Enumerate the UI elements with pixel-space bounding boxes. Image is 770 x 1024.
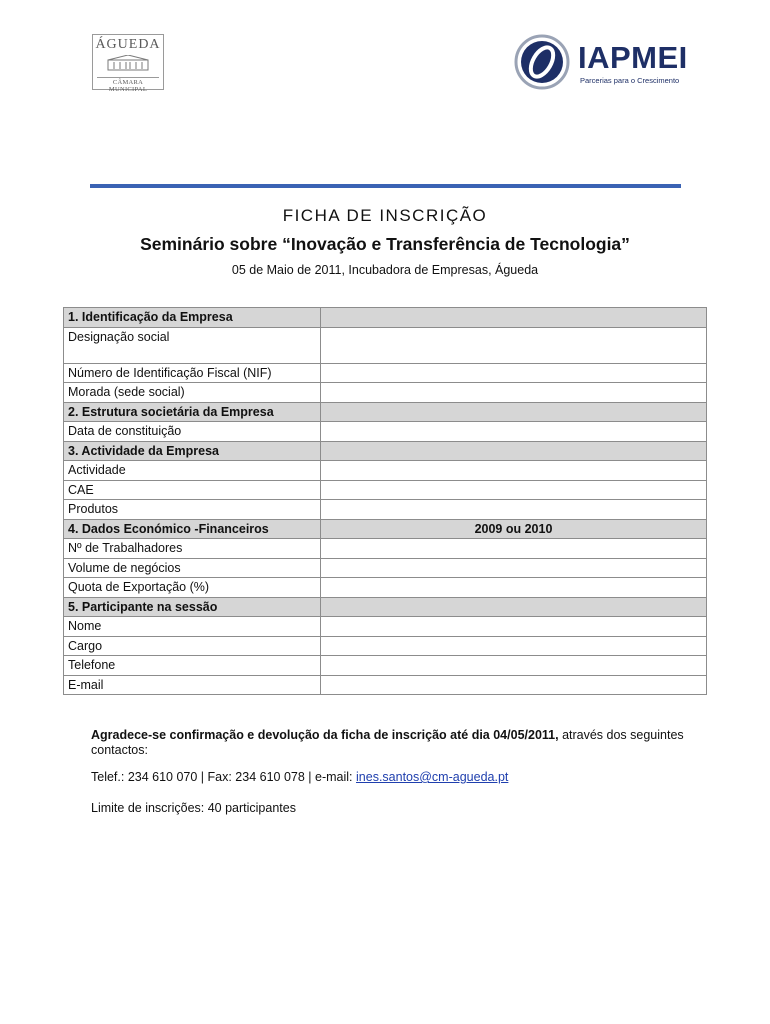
section-value-cell [321, 597, 707, 617]
field-value-cell[interactable] [321, 422, 707, 442]
field-label: Morada (sede social) [64, 383, 321, 403]
section-title: 4. Dados Económico -Financeiros [64, 519, 321, 539]
registration-limit: Limite de inscrições: 40 participantes [91, 801, 296, 815]
form-row [64, 656, 707, 676]
contacts-text: Telef.: 234 610 070 | Fax: 234 610 078 | e-mail: [91, 770, 353, 784]
field-value-cell[interactable] [321, 480, 707, 500]
deadline-note-rest: através dos seguintes contactos: [91, 728, 684, 757]
section-value-cell [321, 402, 707, 422]
section-title: 2. Estrutura societária da Empresa [64, 402, 321, 422]
form-row [64, 539, 707, 559]
field-value-cell[interactable] [321, 539, 707, 559]
section-header-row [64, 402, 707, 422]
agueda-logo-name: ÁGUEDA [95, 37, 161, 52]
field-label: Data de constituição [64, 422, 321, 442]
iapmei-logo-tagline: Parcerias para o Crescimento [580, 76, 680, 85]
iapmei-ring-icon [514, 34, 570, 90]
field-label: Actividade [64, 461, 321, 481]
field-label: Telefone [64, 656, 321, 676]
form-row [64, 327, 707, 363]
form-row [64, 675, 707, 695]
iapmei-logo-name: IAPMEI [578, 40, 688, 75]
field-label: Nº de Trabalhadores [64, 539, 321, 559]
section-value-cell [321, 308, 707, 328]
event-info: 05 de Maio de 2011, Incubadora de Empresas, Águeda [231, 263, 539, 277]
section-header-row [64, 597, 707, 617]
field-label: Cargo [64, 636, 321, 656]
registration-table [63, 307, 707, 695]
form-row [64, 500, 707, 520]
field-label: Designação social [64, 327, 321, 363]
section-header-row [64, 519, 707, 539]
field-label: Quota de Exportação (%) [64, 578, 321, 598]
section-value-cell [321, 441, 707, 461]
form-row [64, 578, 707, 598]
section-title: 5. Participante na sessão [64, 597, 321, 617]
field-label: Produtos [64, 500, 321, 520]
contacts-line [91, 770, 691, 785]
form-row [64, 636, 707, 656]
field-value-cell[interactable] [321, 578, 707, 598]
field-label: Número de Identificação Fiscal (NIF) [64, 363, 321, 383]
header-divider [90, 184, 681, 188]
agueda-logo-subtitle: CÂMARA MUNICIPAL [97, 77, 159, 93]
iapmei-logo [514, 34, 686, 90]
field-value-cell[interactable] [321, 461, 707, 481]
section-title: 3. Actividade da Empresa [64, 441, 321, 461]
deadline-note [91, 728, 691, 758]
field-value-cell[interactable] [321, 500, 707, 520]
form-row [64, 461, 707, 481]
form-row [64, 363, 707, 383]
field-value-cell[interactable] [321, 327, 707, 363]
field-value-cell[interactable] [321, 675, 707, 695]
section-header-row [64, 308, 707, 328]
section-header-row [64, 441, 707, 461]
form-row [64, 480, 707, 500]
field-label: Volume de negócios [64, 558, 321, 578]
field-value-cell[interactable] [321, 363, 707, 383]
form-row [64, 617, 707, 637]
field-value-cell[interactable] [321, 558, 707, 578]
section-title: 1. Identificação da Empresa [64, 308, 321, 328]
agueda-logo [92, 34, 164, 93]
deadline-note-bold: Agradece-se confirmação e devolução da ficha de inscrição até dia 04/05/2011, [91, 728, 559, 742]
field-label: E-mail [64, 675, 321, 695]
year-column-header: 2009 ou 2010 [321, 519, 707, 539]
field-value-cell[interactable] [321, 617, 707, 637]
field-value-cell[interactable] [321, 636, 707, 656]
building-icon [106, 55, 150, 71]
form-title: FICHA DE INSCRIÇÃO [282, 206, 488, 225]
event-title: Seminário sobre “Inovação e Transferência de Tecnologia” [140, 234, 630, 254]
form-row [64, 558, 707, 578]
field-value-cell[interactable] [321, 656, 707, 676]
form-row [64, 383, 707, 403]
form-row [64, 422, 707, 442]
email-link[interactable]: ines.santos@cm-agueda.pt [356, 770, 509, 784]
field-label: CAE [64, 480, 321, 500]
field-value-cell[interactable] [321, 383, 707, 403]
field-label: Nome [64, 617, 321, 637]
